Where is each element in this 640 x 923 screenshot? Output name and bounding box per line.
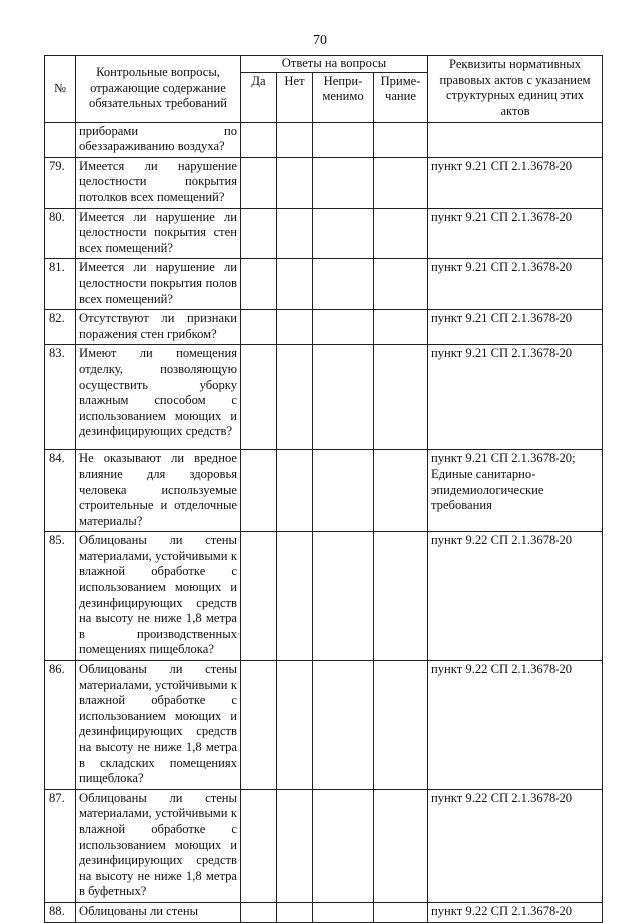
answer-no-cell[interactable] bbox=[277, 310, 313, 345]
answer-note-cell[interactable] bbox=[374, 122, 428, 157]
row-question: Имеется ли нарушение ли целостности покрытия стен всех помещений? bbox=[76, 208, 241, 259]
table-row bbox=[45, 450, 603, 532]
header-na: Непри-менимо bbox=[313, 72, 374, 122]
answer-note-cell[interactable] bbox=[374, 208, 428, 259]
answer-yes-cell[interactable] bbox=[241, 122, 277, 157]
answer-na-cell[interactable] bbox=[313, 259, 374, 310]
table-row bbox=[45, 259, 603, 310]
row-requisites: пункт 9.21 СП 2.1.3678-20 bbox=[428, 345, 603, 450]
row-question: Отсутствуют ли признаки поражения стен грибком? bbox=[76, 310, 241, 345]
row-requisites: пункт 9.22 СП 2.1.3678-20 bbox=[428, 661, 603, 790]
answer-yes-cell[interactable] bbox=[241, 532, 277, 661]
answer-no-cell[interactable] bbox=[277, 208, 313, 259]
row-question: Имеют ли помещения отделку, позволяющую осуществить уборку влажным способом с использованием моющих и дезинфицирующих средств? bbox=[76, 345, 241, 450]
answer-na-cell[interactable] bbox=[313, 157, 374, 208]
answer-yes-cell[interactable] bbox=[241, 310, 277, 345]
answer-note-cell[interactable] bbox=[374, 661, 428, 790]
answer-no-cell[interactable] bbox=[277, 259, 313, 310]
answer-yes-cell[interactable] bbox=[241, 661, 277, 790]
row-question: Облицованы ли стены bbox=[76, 902, 241, 922]
answer-na-cell[interactable] bbox=[313, 532, 374, 661]
answer-na-cell[interactable] bbox=[313, 122, 374, 157]
page-number: 70 bbox=[313, 33, 327, 48]
row-requisites: пункт 9.22 СП 2.1.3678-20 bbox=[428, 902, 603, 922]
answer-no-cell[interactable] bbox=[277, 450, 313, 532]
table-row bbox=[45, 661, 603, 790]
table-row bbox=[45, 345, 603, 450]
answer-no-cell[interactable] bbox=[277, 789, 313, 902]
answer-note-cell[interactable] bbox=[374, 789, 428, 902]
answer-no-cell[interactable] bbox=[277, 157, 313, 208]
row-question: Облицованы ли стены материалами, устойчивыми к влажной обработке с использованием моющих и дезинфицирующих средств на высоту не ниже 1,8 метра в буфетных? bbox=[76, 789, 241, 902]
row-question: Облицованы ли стены материалами, устойчивыми к влажной обработке с использованием моющих и дезинфицирующих средств на высоту не ниже 1,8 метра в складских помещениях пищеблока? bbox=[76, 661, 241, 790]
table-row bbox=[45, 789, 603, 902]
answer-no-cell[interactable] bbox=[277, 122, 313, 157]
answer-yes-cell[interactable] bbox=[241, 259, 277, 310]
row-question: Облицованы ли стены материалами, устойчивыми к влажной обработке с использованием моющих и дезинфицирующих средств на высоту не ниже 1,8 метра в производственных помещениях пищеблока? bbox=[76, 532, 241, 661]
row-requisites: пункт 9.21 СП 2.1.3678-20 bbox=[428, 208, 603, 259]
table-row bbox=[45, 532, 603, 661]
answer-note-cell[interactable] bbox=[374, 902, 428, 922]
answer-note-cell[interactable] bbox=[374, 532, 428, 661]
answer-na-cell[interactable] bbox=[313, 345, 374, 450]
answer-yes-cell[interactable] bbox=[241, 902, 277, 922]
table-row bbox=[45, 157, 603, 208]
answer-na-cell[interactable] bbox=[313, 789, 374, 902]
answer-na-cell[interactable] bbox=[313, 661, 374, 790]
answer-na-cell[interactable] bbox=[313, 310, 374, 345]
row-number: 84. bbox=[45, 450, 76, 532]
row-requisites: пункт 9.22 СП 2.1.3678-20 bbox=[428, 532, 603, 661]
row-requisites: пункт 9.22 СП 2.1.3678-20 bbox=[428, 789, 603, 902]
answer-na-cell[interactable] bbox=[313, 450, 374, 532]
row-number: 81. bbox=[45, 259, 76, 310]
row-question: приборами по обеззараживанию воздуха? bbox=[76, 122, 241, 157]
table-row bbox=[45, 122, 603, 157]
table-row bbox=[45, 310, 603, 345]
row-requisites bbox=[428, 122, 603, 157]
answer-no-cell[interactable] bbox=[277, 532, 313, 661]
answer-yes-cell[interactable] bbox=[241, 450, 277, 532]
row-requisites: пункт 9.21 СП 2.1.3678-20 bbox=[428, 157, 603, 208]
answer-note-cell[interactable] bbox=[374, 345, 428, 450]
row-requisites: пункт 9.21 СП 2.1.3678-20 bbox=[428, 259, 603, 310]
row-requisites: пункт 9.21 СП 2.1.3678-20; Единые санитарно-эпидемиологические требования bbox=[428, 450, 603, 532]
row-number: 85. bbox=[45, 532, 76, 661]
table-row bbox=[45, 208, 603, 259]
answer-yes-cell[interactable] bbox=[241, 345, 277, 450]
header-yes: Да bbox=[241, 72, 277, 122]
answer-no-cell[interactable] bbox=[277, 902, 313, 922]
row-number: 83. bbox=[45, 345, 76, 450]
row-number: 79. bbox=[45, 157, 76, 208]
row-requisites: пункт 9.21 СП 2.1.3678-20 bbox=[428, 310, 603, 345]
header-row-1 bbox=[45, 56, 603, 73]
row-question: Имеется ли нарушение целостности покрытия потолков всех помещений? bbox=[76, 157, 241, 208]
row-question: Не оказывают ли вредное влияние для здоровья человека используемые строительные и отделочные материалы? bbox=[76, 450, 241, 532]
answer-note-cell[interactable] bbox=[374, 450, 428, 532]
row-number: 80. bbox=[45, 208, 76, 259]
header-requisites: Реквизиты нормативных правовых актов с указанием структурных единиц этих актов bbox=[428, 56, 603, 123]
header-no: Нет bbox=[277, 72, 313, 122]
row-number bbox=[45, 122, 76, 157]
answer-yes-cell[interactable] bbox=[241, 208, 277, 259]
header-note: Приме-чание bbox=[374, 72, 428, 122]
answer-no-cell[interactable] bbox=[277, 661, 313, 790]
answer-na-cell[interactable] bbox=[313, 902, 374, 922]
answer-no-cell[interactable] bbox=[277, 345, 313, 450]
row-number: 88. bbox=[45, 902, 76, 922]
answer-note-cell[interactable] bbox=[374, 157, 428, 208]
table-row bbox=[45, 902, 603, 922]
row-number: 82. bbox=[45, 310, 76, 345]
row-number: 87. bbox=[45, 789, 76, 902]
header-question: Контрольные вопросы, отражающие содержание обязательных требований bbox=[76, 56, 241, 123]
answer-yes-cell[interactable] bbox=[241, 789, 277, 902]
answer-yes-cell[interactable] bbox=[241, 157, 277, 208]
header-num: № bbox=[45, 56, 76, 123]
answer-note-cell[interactable] bbox=[374, 310, 428, 345]
row-number: 86. bbox=[45, 661, 76, 790]
checklist-table bbox=[44, 55, 603, 923]
row-question: Имеется ли нарушение ли целостности покрытия полов всех помещений? bbox=[76, 259, 241, 310]
header-answers-group: Ответы на вопросы bbox=[241, 56, 428, 73]
answer-note-cell[interactable] bbox=[374, 259, 428, 310]
answer-na-cell[interactable] bbox=[313, 208, 374, 259]
